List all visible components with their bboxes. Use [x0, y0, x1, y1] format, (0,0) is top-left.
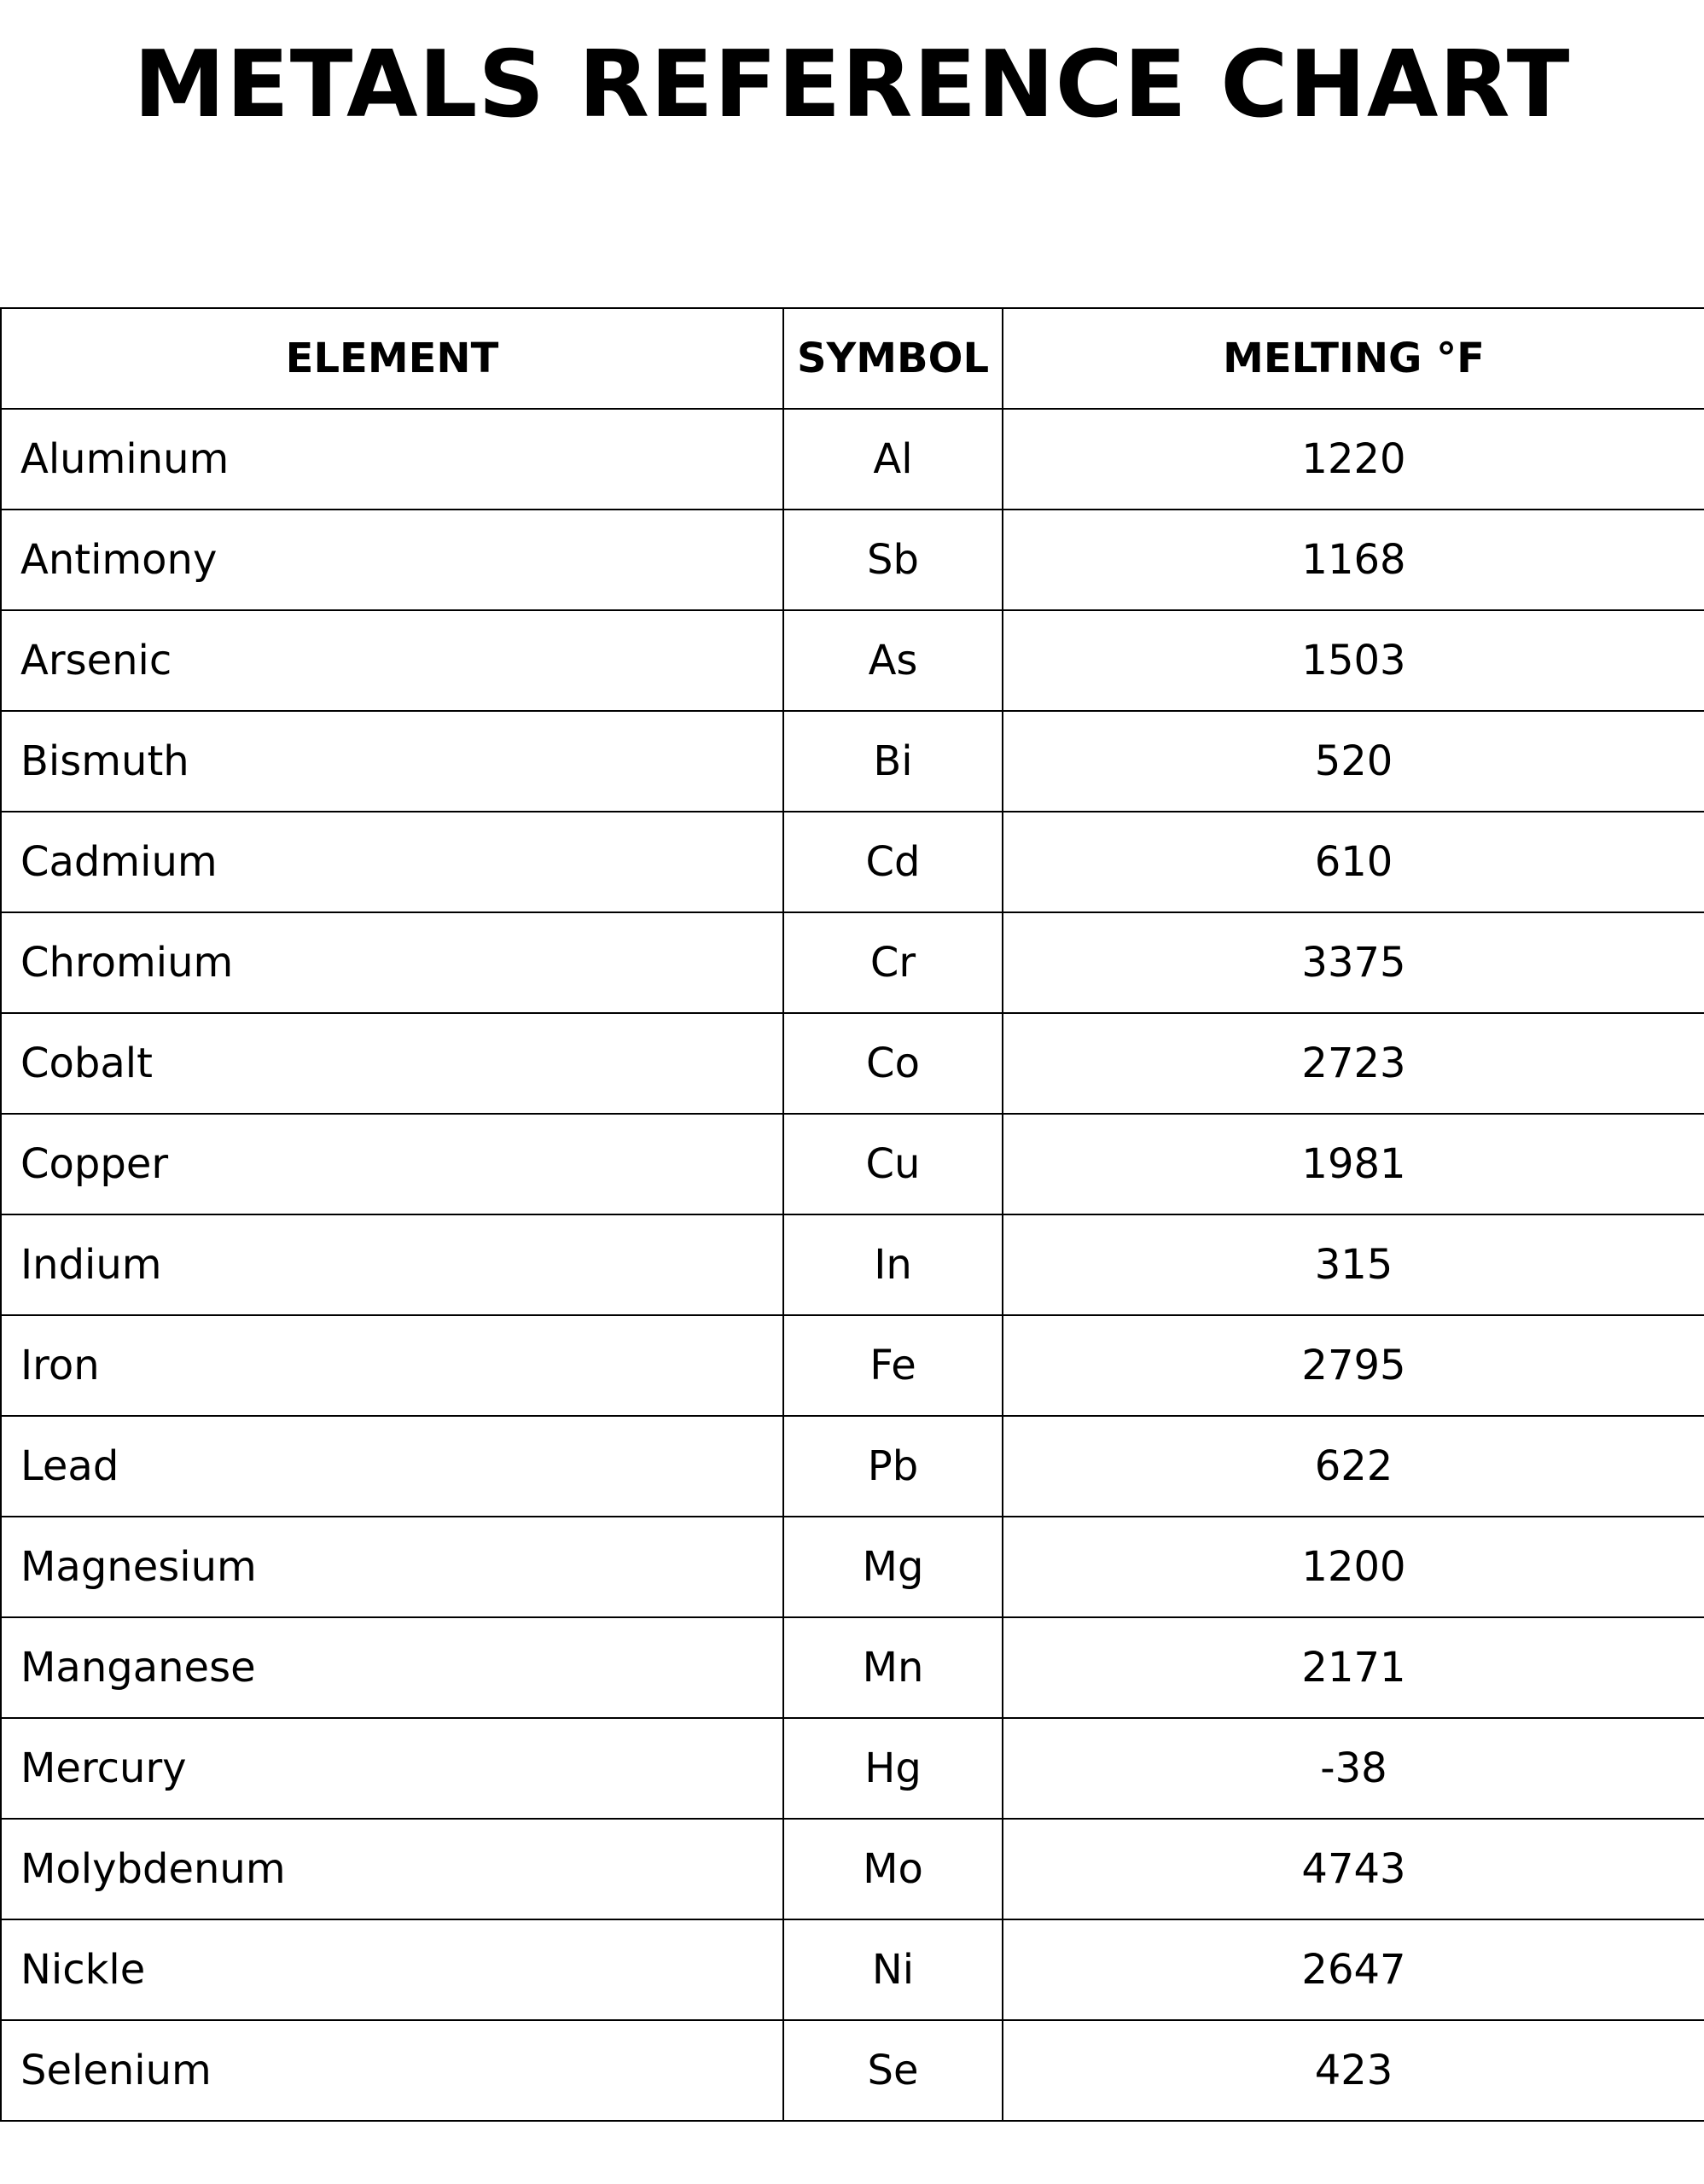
melting-cell: 4743: [1003, 1819, 1704, 1919]
symbol-cell: Sb: [783, 510, 1003, 610]
table-row: [1, 1315, 1704, 1416]
melting-cell: 610: [1003, 812, 1704, 912]
element-cell: Antimony: [1, 510, 783, 610]
table-header-row: [1, 308, 1704, 409]
symbol-cell: In: [783, 1214, 1003, 1315]
table-row: [1, 812, 1704, 912]
melting-cell: 2647: [1003, 1919, 1704, 2020]
symbol-cell: Cd: [783, 812, 1003, 912]
melting-cell: 423: [1003, 2020, 1704, 2121]
melting-cell: 622: [1003, 1416, 1704, 1517]
table-row: [1, 1114, 1704, 1214]
element-cell: Indium: [1, 1214, 783, 1315]
symbol-cell: Pb: [783, 1416, 1003, 1517]
table-row: [1, 1617, 1704, 1718]
symbol-cell: Cr: [783, 912, 1003, 1013]
element-cell: Bismuth: [1, 711, 783, 812]
melting-cell: 1168: [1003, 510, 1704, 610]
melting-cell: 315: [1003, 1214, 1704, 1315]
element-cell: Cobalt: [1, 1013, 783, 1114]
table-row: [1, 912, 1704, 1013]
symbol-cell: Hg: [783, 1718, 1003, 1819]
metals-table: [0, 307, 1704, 2122]
symbol-cell: Mn: [783, 1617, 1003, 1718]
symbol-cell: Cu: [783, 1114, 1003, 1214]
element-cell: Molybdenum: [1, 1819, 783, 1919]
element-cell: Nickle: [1, 1919, 783, 2020]
table-row: [1, 2020, 1704, 2121]
column-header-element: ELEMENT: [1, 308, 783, 409]
symbol-cell: Al: [783, 409, 1003, 510]
element-cell: Aluminum: [1, 409, 783, 510]
element-cell: Manganese: [1, 1617, 783, 1718]
melting-cell: 2171: [1003, 1617, 1704, 1718]
column-header-symbol: SYMBOL: [783, 308, 1003, 409]
element-cell: Mercury: [1, 1718, 783, 1819]
melting-cell: -38: [1003, 1718, 1704, 1819]
melting-cell: 1981: [1003, 1114, 1704, 1214]
melting-cell: 1220: [1003, 409, 1704, 510]
symbol-cell: As: [783, 610, 1003, 711]
element-cell: Chromium: [1, 912, 783, 1013]
table-row: [1, 1919, 1704, 2020]
melting-cell: 1503: [1003, 610, 1704, 711]
melting-cell: 2723: [1003, 1013, 1704, 1114]
table-row: [1, 1416, 1704, 1517]
symbol-cell: Se: [783, 2020, 1003, 2121]
element-cell: Cadmium: [1, 812, 783, 912]
table-row: [1, 1214, 1704, 1315]
element-cell: Arsenic: [1, 610, 783, 711]
element-cell: Iron: [1, 1315, 783, 1416]
element-cell: Selenium: [1, 2020, 783, 2121]
table-row: [1, 1718, 1704, 1819]
table-row: [1, 1819, 1704, 1919]
melting-cell: 1200: [1003, 1517, 1704, 1617]
table-row: [1, 1517, 1704, 1617]
symbol-cell: Mg: [783, 1517, 1003, 1617]
melting-cell: 520: [1003, 711, 1704, 812]
symbol-cell: Fe: [783, 1315, 1003, 1416]
symbol-cell: Ni: [783, 1919, 1003, 2020]
melting-cell: 3375: [1003, 912, 1704, 1013]
element-cell: Lead: [1, 1416, 783, 1517]
column-header-melting: MELTING °F: [1003, 308, 1704, 409]
page-title: METALS REFERENCE CHART: [133, 32, 1571, 138]
symbol-cell: Co: [783, 1013, 1003, 1114]
table-row: [1, 610, 1704, 711]
table-row: [1, 711, 1704, 812]
table-row: [1, 510, 1704, 610]
symbol-cell: Bi: [783, 711, 1003, 812]
element-cell: Magnesium: [1, 1517, 783, 1617]
table-row: [1, 409, 1704, 510]
element-cell: Copper: [1, 1114, 783, 1214]
melting-cell: 2795: [1003, 1315, 1704, 1416]
table-row: [1, 1013, 1704, 1114]
symbol-cell: Mo: [783, 1819, 1003, 1919]
